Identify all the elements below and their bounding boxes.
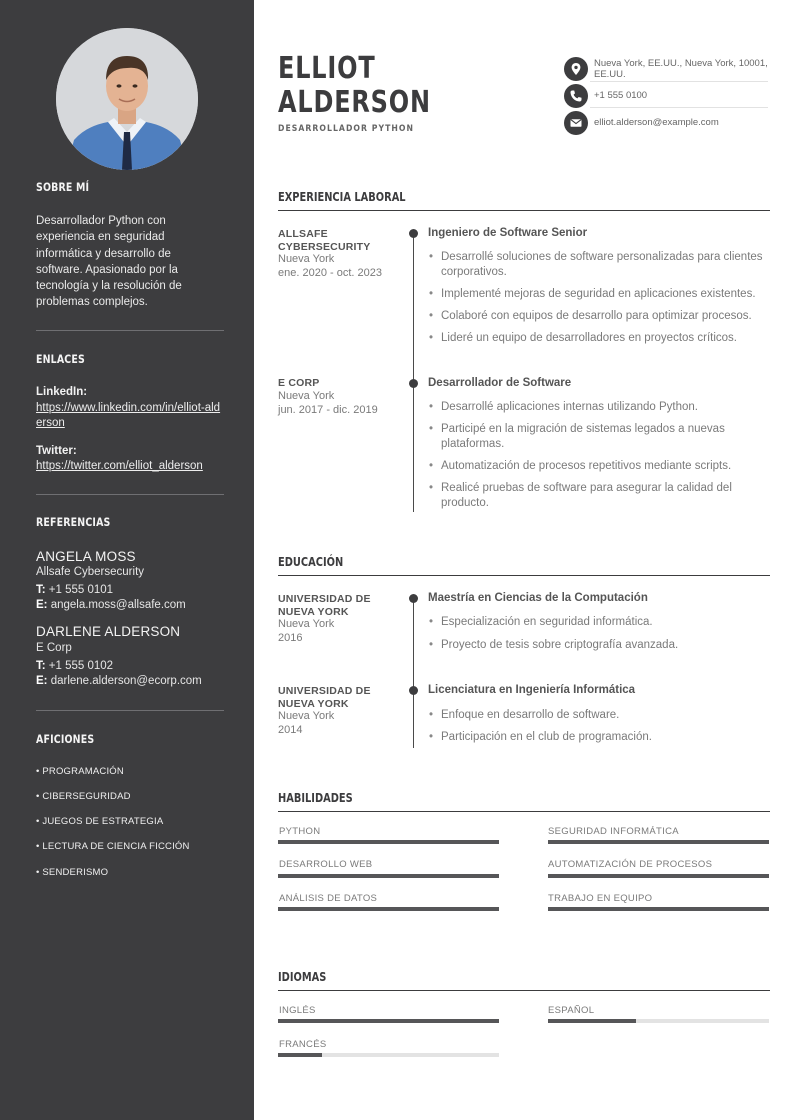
hobbies-heading: AFICIONES [36, 732, 95, 746]
timeline-dot [409, 379, 418, 388]
job-location: Nueva York [278, 253, 335, 265]
reference-phone: T: +1 555 0101 [36, 584, 114, 596]
job-dates: jun. 2017 - dic. 2019 [278, 404, 378, 416]
timeline-line [413, 598, 414, 748]
degree-bullet: • Proyecto de tesis sobre criptografía avanzada. [441, 638, 771, 653]
reference-company: Allsafe Cybersecurity [36, 566, 145, 578]
job-bullet: • Colaboré con equipos de desarrollo para optimizar procesos. [441, 309, 771, 324]
about-text: Desarrollador Python con experiencia en seguridad informática y desarrollo de software. Apasionado por la tecnología y la resolución de problemas complejos. [36, 215, 182, 309]
language-name: FRANCÉS [279, 1039, 327, 1050]
contact-email[interactable]: elliot.alderson@example.com [594, 117, 719, 128]
skill-bar-fill [278, 840, 499, 844]
skill-name: TRABAJO EN EQUIPO [548, 893, 653, 904]
skill-bar-fill [278, 907, 499, 911]
degree-title: Licenciatura en Ingeniería Informática [428, 684, 636, 696]
linkedin-link[interactable]: https://www.linkedin.com/in/elliot-alderson [36, 402, 221, 429]
hobby-item: • CIBERSEGURIDAD [36, 791, 131, 802]
reference-email: E: angela.moss@allsafe.com [36, 599, 186, 611]
divider [36, 710, 224, 711]
skill-bar [548, 840, 769, 844]
job-bullet: • Realicé pruebas de software para asegurar la calidad del producto. [441, 481, 771, 511]
skill-bar-fill [548, 874, 769, 878]
reference-name: ANGELA MOSS [36, 549, 136, 564]
timeline-dot [409, 686, 418, 695]
divider [36, 494, 224, 495]
degree-title: Maestría en Ciencias de la Computación [428, 592, 648, 604]
school-year: 2014 [278, 724, 303, 736]
job-bullet: • Lideré un equipo de desarrolladores en proyectos críticos. [441, 331, 771, 346]
job-bullet: • Automatización de procesos repetitivos mediante scripts. [441, 459, 771, 474]
section-rule [278, 575, 770, 576]
school-name: UNIVERSIDAD DE NUEVA YORK [278, 685, 371, 710]
skill-name: AUTOMATIZACIÓN DE PROCESOS [548, 859, 713, 870]
reference-company: E Corp [36, 642, 72, 654]
language-name: ESPAÑOL [548, 1005, 595, 1016]
about-heading: SOBRE MÍ [36, 180, 90, 194]
hobby-item: • PROGRAMACIÓN [36, 766, 124, 777]
email-icon [564, 111, 588, 135]
degree-bullet: • Enfoque en desarrollo de software. [441, 708, 771, 723]
references-heading: REFERENCIAS [36, 515, 111, 529]
job-title: Desarrollador de Software [428, 377, 572, 389]
school-location: Nueva York [278, 618, 335, 630]
skill-bar [278, 874, 499, 878]
sidebar [0, 0, 254, 1120]
divider [590, 107, 768, 108]
language-bar [548, 1019, 769, 1023]
language-bar-fill [278, 1053, 322, 1057]
school-location: Nueva York [278, 710, 335, 722]
divider [590, 81, 768, 82]
reference-name: DARLENE ALDERSON [36, 624, 181, 639]
contact-phone: +1 555 0100 [594, 90, 648, 101]
skill-name: SEGURIDAD INFORMÁTICA [548, 826, 679, 837]
location-pin-icon [564, 57, 588, 81]
job-role: DESARROLLADOR PYTHON [278, 124, 415, 134]
divider [36, 330, 224, 331]
hobby-item: • SENDERISMO [36, 867, 109, 878]
skill-bar [278, 907, 499, 911]
full-name: ELLIOT ALDERSON [278, 51, 431, 120]
timeline-dot [409, 229, 418, 238]
skill-bar-fill [278, 874, 499, 878]
phone-icon [564, 84, 588, 108]
job-dates: ene. 2020 - oct. 2023 [278, 267, 382, 279]
degree-bullet: • Especialización en seguridad informática. [441, 615, 771, 630]
linkedin-label: LinkedIn: [36, 386, 88, 398]
section-rule [278, 990, 770, 991]
language-name: INGLÉS [279, 1005, 316, 1016]
links-heading: ENLACES [36, 352, 85, 366]
language-bar [278, 1019, 499, 1023]
job-location: Nueva York [278, 390, 335, 402]
hobby-item: • JUEGOS DE ESTRATEGIA [36, 816, 164, 827]
job-bullet: • Participé en la migración de sistemas legados a nuevas plataformas. [441, 422, 771, 452]
job-bullet: • Implementé mejoras de seguridad en aplicaciones existentes. [441, 287, 771, 302]
skill-bar [548, 874, 769, 878]
skill-name: PYTHON [279, 826, 321, 837]
language-bar [278, 1053, 499, 1057]
contact-address: Nueva York, EE.UU., Nueva York, 10001, EE.UU. [594, 58, 768, 80]
section-rule [278, 210, 770, 211]
hobby-item: • LECTURA DE CIENCIA FICCIÓN [36, 841, 190, 852]
skill-name: ANÁLISIS DE DATOS [279, 893, 378, 904]
company-name: E CORP [278, 377, 320, 389]
timeline-line [413, 233, 414, 512]
language-bar-fill [278, 1019, 499, 1023]
education-heading: EDUCACIÓN [278, 555, 344, 569]
company-name: ALLSAFE CYBERSECURITY [278, 228, 371, 253]
twitter-label: Twitter: [36, 445, 77, 457]
school-year: 2016 [278, 632, 303, 644]
timeline-dot [409, 594, 418, 603]
profile-photo [56, 28, 198, 170]
job-bullet: • Desarrollé soluciones de software personalizadas para clientes corporativos. [441, 250, 771, 280]
avatar-illustration [56, 28, 198, 170]
skill-bar [278, 840, 499, 844]
skill-bar-fill [548, 840, 769, 844]
skill-name: DESARROLLO WEB [279, 859, 373, 870]
skill-bar [548, 907, 769, 911]
twitter-link[interactable]: https://twitter.com/elliot_alderson [36, 460, 203, 472]
languages-heading: IDIOMAS [278, 970, 327, 984]
school-name: UNIVERSIDAD DE NUEVA YORK [278, 593, 371, 618]
job-bullet: • Desarrollé aplicaciones internas utilizando Python. [441, 400, 771, 415]
reference-phone: T: +1 555 0102 [36, 660, 114, 672]
experience-heading: EXPERIENCIA LABORAL [278, 190, 406, 204]
reference-email: E: darlene.alderson@ecorp.com [36, 675, 202, 687]
degree-bullet: • Participación en el club de programación. [441, 730, 771, 745]
job-title: Ingeniero de Software Senior [428, 227, 588, 239]
language-bar-fill [548, 1019, 636, 1023]
section-rule [278, 811, 770, 812]
skills-heading: HABILIDADES [278, 791, 353, 805]
skill-bar-fill [548, 907, 769, 911]
